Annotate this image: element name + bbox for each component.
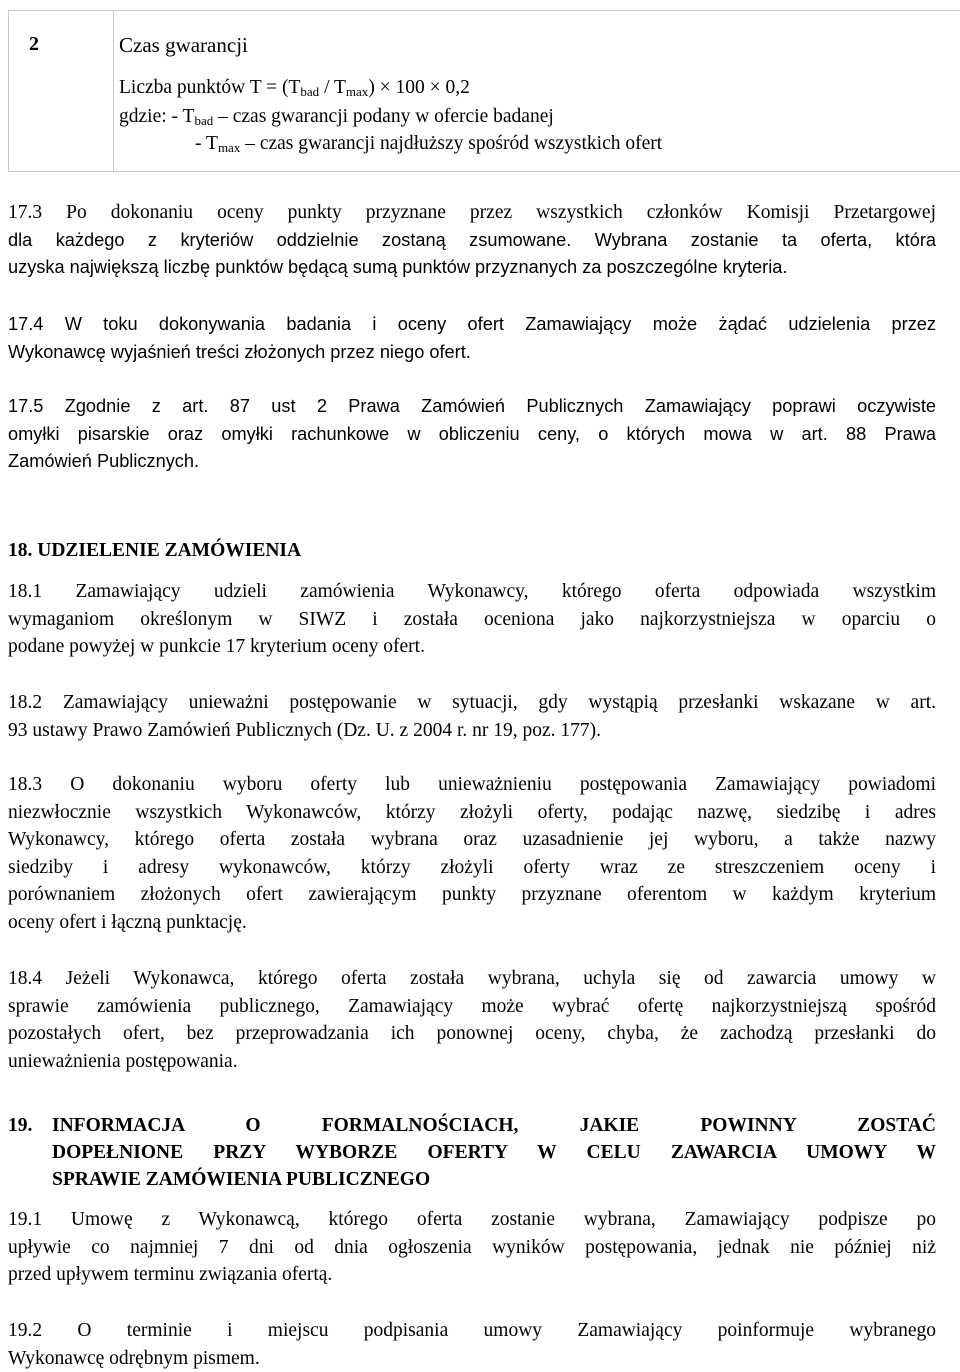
text-line: 17.3 Po dokonaniu oceny punkty przyznane przez wszystkich członków Komisji Przetargowej [8,202,936,223]
table-column-divider [113,11,114,171]
paragraph-18-1 [8,578,936,661]
heading-line: DOPEŁNIONE PRZY WYBORZE OFERTY W CELU ZAWARCIA UMOWY W [52,1142,936,1163]
paragraph-17-4 [8,311,936,366]
paragraph-19-1 [8,1206,936,1289]
text-line: 18.2 Zamawiający unieważni postępowanie w sytuacji, gdy wystąpią przesłanki wskazane w art. [8,692,936,713]
text-line: dla każdego z kryteriów oddzielnie zostaną zsumowane. Wybrana zostanie ta oferta, która [8,229,936,250]
paragraph-17-5 [8,393,936,476]
criteria-number: 2 [29,33,39,55]
text-line: 19.2 O terminie i miejscu podpisania umowy Zamawiający poinformuje wybranego [8,1320,936,1341]
text-line: porównaniem złożonych ofert zawierającym punkty przyznane oferentom w każdym kryterium [8,884,936,906]
paragraph-18-3 [8,771,936,937]
text-line: 18.3 O dokonaniu wyboru oferty lub unieważnieniu postępowania Zamawiający powiadomi [8,774,936,795]
section-heading-18: 18. UDZIELENIE ZAMÓWIENIA [8,540,302,561]
text-line: 19.1 Umowę z Wykonawcą, którego oferta zostanie wybrana, Zamawiający podpisze po [8,1209,936,1230]
text-line: 93 ustawy Prawo Zamówień Publicznych (Dz. U. z 2004 r. nr 19, poz. 177). [8,719,602,741]
formula-where-line-2: - $T_{max}$ – czas gwarancji najdłuższy spośród wszystkich ofert [195,133,663,155]
text-line: przed upływem terminu związania ofertą. [8,1264,333,1286]
text-line: 18.4 Jeżeli Wykonawca, którego oferta została wybrana, uchyla się od zawarcia umowy w [8,968,936,989]
paragraph-18-2 [8,689,936,744]
text-line: omyłki pisarskie oraz omyłki rachunkowe w obliczeniu ceny, o których mowa w art. 88 Prawa [8,423,936,444]
paragraph-19-2 [8,1317,936,1372]
criteria-title: Czas gwarancji [119,33,248,57]
heading-line: SPRAWIE ZAMÓWIENIA PUBLICZNEGO [52,1169,431,1190]
text-line: 17.5 Zgodnie z art. 87 ust 2 Prawa Zamówień Publicznych Zamawiający poprawi oczywiste [8,396,936,416]
text-line: 17.4 W toku dokonywania badania i oceny ofert Zamawiający może żądać udzielenia przez [8,314,936,334]
text-line: siedziby i adresy wykonawców, którzy złożyli oferty wraz ze streszczeniem oceny i [8,856,936,878]
heading-line: INFORMACJA O FORMALNOŚCIACH, JAKIE POWINNY ZOSTAĆ [52,1115,936,1136]
text-line: pozostałych ofert, bez przeprowadzania ich ponownej oceny, chyba, że zachodzą przesłanki do [8,1023,936,1045]
text-line: Wykonawcę odrębnym pismem. [8,1347,260,1369]
paragraph-18-4 [8,965,936,1075]
text-line: niezwłocznie wszystkich Wykonawców, którzy złożyli oferty, podając nazwę, siedzibę i adres [8,801,936,823]
text-line: Wykonawcy, którego oferta została wybrana oraz uzasadnienie jej wyboru, a także nazwy [8,829,936,851]
formula-where-line-1: gdzie: - $T_{bad}$ – czas gwarancji podany w ofercie badanej [119,106,554,128]
text-line: oceny ofert i łączną punktację. [8,911,247,933]
text-line: podane powyżej w punkcie 17 kryterium oceny ofert. [8,636,425,658]
text-line: sprawie zamówienia publicznego, Zamawiający może wybrać ofertę najkorzystniejszą spośród [8,995,936,1017]
text-line: upływie co najmniej 7 dni od dnia ogłoszenia wyników postępowania, jednak nie później niż [8,1236,936,1258]
text-line: Wykonawcę wyjaśnień treści złożonych przez niego ofert. [8,341,471,362]
section-number: 19. [8,1115,33,1136]
text-line: wymaganiom określonym w SIWZ i została oceniona jako najkorzystniejsza w oparciu o [8,608,936,630]
text-line: 18.1 Zamawiający udzieli zamówienia Wykonawcy, którego oferta odpowiada wszystkim [8,581,936,602]
text-line: uzyska największą liczbę punktów będącą sumą punktów przyznanych za poszczególne kryteria. [8,257,788,278]
text-line: unieważnienia postępowania. [8,1050,238,1072]
criteria-table [8,10,960,172]
paragraph-17-3 [8,199,936,282]
criteria-formula: Liczba punktów $T = (T_{bad} / T_{max}) \times 100 \times 0,2$ [119,77,470,99]
text-line: Zamówień Publicznych. [8,451,200,472]
section-heading-text [52,1112,936,1193]
